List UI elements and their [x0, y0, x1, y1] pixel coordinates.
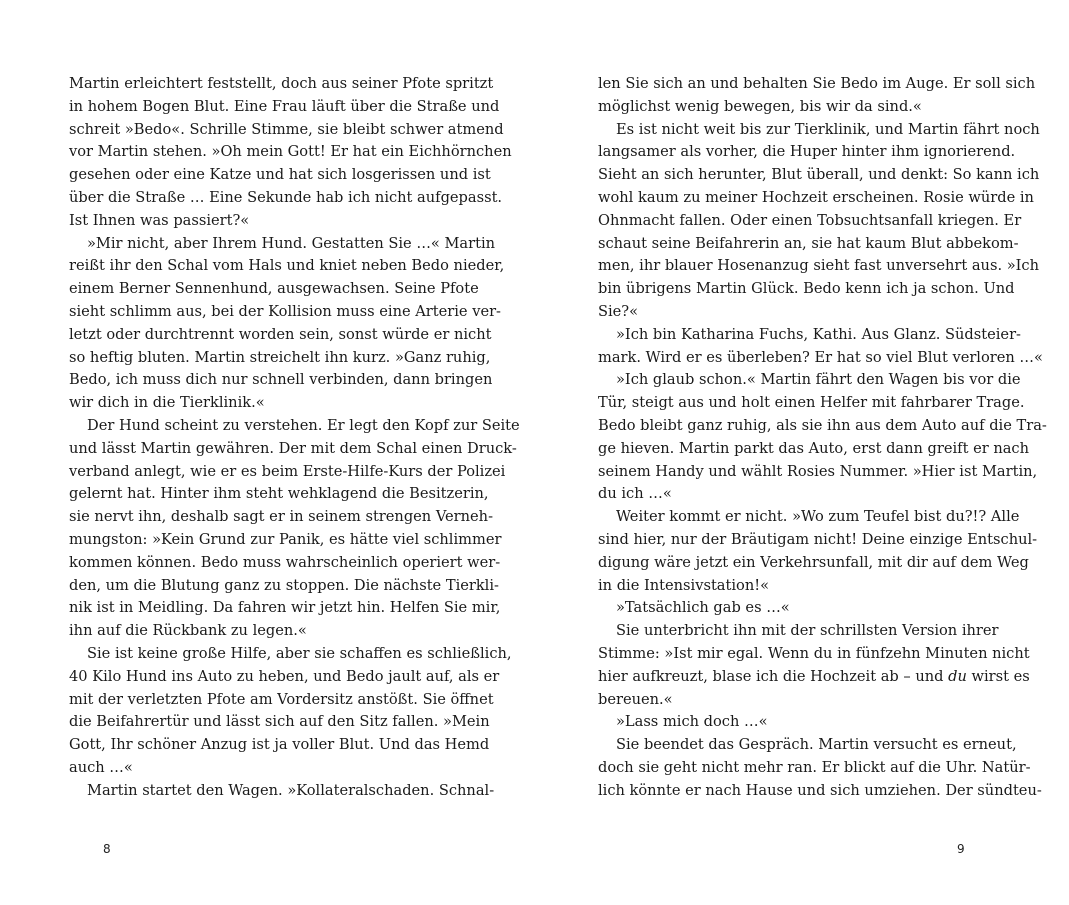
text-line: bereuen.« — [598, 690, 673, 708]
text-line: kommen können. Bedo muss wahrscheinlich operiert wer- — [69, 553, 501, 571]
text-line: Tür, steigt aus und holt einen Helfer mit fahrbarer Trage. — [598, 394, 1025, 412]
text-line: men, ihr blauer Hosenanzug sieht fast unversehrt aus. »Ich — [598, 257, 1039, 275]
right-page-text — [598, 73, 1047, 803]
text-line: gelernt hat. Hinter ihm steht wehklagend die Besitzerin, — [69, 485, 489, 503]
text-line: sieht schlimm aus, bei der Kollision muss eine Arterie ver- — [69, 302, 501, 320]
text-line: schreit »Bedo«. Schrille Stimme, sie bleibt schwer atmend — [69, 120, 504, 138]
text-line: reißt ihr den Schal vom Hals und kniet neben Bedo nieder, — [69, 257, 505, 275]
text-line: einem Berner Sennenhund, ausgewachsen. Seine Pfote — [69, 280, 479, 298]
text-line: auch …« — [69, 758, 133, 776]
text-line: Sie?« — [598, 302, 639, 320]
text-line: nik ist in Meidling. Da fahren wir jetzt hin. Helfen Sie mir, — [69, 599, 501, 617]
text-line: Bedo bleibt ganz ruhig, als sie ihn aus dem Auto auf die Tra- — [598, 416, 1047, 434]
text-line: du ich …« — [598, 485, 672, 503]
text-line: mungston: »Kein Grund zur Panik, es hätte viel schlimmer — [69, 530, 502, 548]
text-line: seinem Handy und wählt Rosies Nummer. »Hier ist Martin, — [598, 462, 1038, 480]
text-line: ihn auf die Rückbank zu legen.« — [69, 622, 307, 640]
text-line: gesehen oder eine Katze und hat sich losgerissen und ist — [69, 166, 491, 184]
text-line: Martin erleichtert feststellt, doch aus seiner Pfote spritzt — [69, 75, 494, 92]
text-line-part: hier aufkreuzt, blase ich die Hochzeit ab – und — [598, 667, 944, 685]
text-line: Stimme: »Ist mir egal. Wenn du in fünfzehn Minuten nicht — [598, 644, 1030, 662]
text-line: mit der verletzten Pfote am Vordersitz anstößt. Sie öffnet — [69, 690, 494, 708]
text-line: bin übrigens Martin Glück. Bedo kenn ich ja schon. Und — [598, 280, 1015, 298]
text-line: 40 Kilo Hund ins Auto zu heben, und Bedo jault auf, als er — [69, 667, 500, 685]
text-line: sie nervt ihn, deshalb sagt er in seinem strengen Verneh- — [69, 508, 494, 526]
text-line: lich könnte er nach Hause und sich umziehen. Der sündteu- — [598, 781, 1042, 799]
text-line: Martin startet den Wagen. »Kollateralschaden. Schnal- — [87, 781, 495, 799]
text-line: ge hieven. Martin parkt das Auto, erst dann greift er nach — [598, 439, 1030, 457]
text-line: die Beifahrertür und lässt sich auf den Sitz fallen. »Mein — [69, 713, 490, 731]
text-line: letzt oder durchtrennt worden sein, sonst würde er nicht — [69, 325, 492, 343]
left-page-number: 8 — [103, 842, 111, 856]
text-line: Sie unterbricht ihn mit der schrillsten Version ihrer — [616, 622, 999, 640]
text-line: Der Hund scheint zu verstehen. Er legt den Kopf zur Seite — [87, 416, 520, 434]
text-line: »Lass mich doch …« — [616, 713, 768, 731]
text-line: in die Intensivstation!« — [598, 576, 770, 594]
text-line: und lässt Martin gewähren. Der mit dem Schal einen Druck- — [69, 439, 517, 457]
text-line: möglichst wenig bewegen, bis wir da sind.« — [598, 97, 922, 115]
text-line: »Ich glaub schon.« Martin fährt den Wagen bis vor die — [616, 371, 1021, 389]
text-line: verband anlegt, wie er es beim Erste-Hilfe-Kurs der Polizei — [69, 462, 506, 480]
left-page-text — [69, 73, 520, 803]
text-line: sind hier, nur der Bräutigam nicht! Deine einzige Entschul- — [598, 530, 1038, 548]
text-line: mark. Wird er es überleben? Er hat so viel Blut verloren …« — [598, 348, 1043, 366]
text-line: »Ich bin Katharina Fuchs, Kathi. Aus Glanz. Südsteier- — [616, 325, 1021, 343]
text-line: Sieht an sich herunter, Blut überall, und denkt: So kann ich — [598, 166, 1040, 184]
text-line: in hohem Bogen Blut. Eine Frau läuft über die Straße und — [69, 97, 500, 115]
text-line: den, um die Blutung ganz zu stoppen. Die nächste Tierkli- — [69, 576, 499, 594]
text-line: so heftig bluten. Martin streichelt ihn kurz. »Ganz ruhig, — [69, 348, 491, 366]
emphasis-word: du — [948, 667, 967, 685]
text-line: »Tatsächlich gab es …« — [616, 599, 790, 617]
text-line: Ohnmacht fallen. Oder einen Tobsuchtsanfall kriegen. Er — [598, 211, 1022, 229]
text-line: Es ist nicht weit bis zur Tierklinik, und Martin fährt noch — [616, 120, 1040, 138]
text-line: wir dich in die Tierklinik.« — [69, 394, 265, 412]
text-line-part: wirst es — [966, 667, 1030, 685]
text-line: Sie beendet das Gespräch. Martin versucht es erneut, — [616, 736, 1017, 754]
right-page-number: 9 — [957, 842, 965, 856]
text-line: Sie ist keine große Hilfe, aber sie schaffen es schließlich, — [87, 644, 512, 662]
text-line: vor Martin stehen. »Oh mein Gott! Er hat ein Eichhörnchen — [69, 143, 512, 161]
text-line — [598, 666, 1030, 689]
text-line: doch sie geht nicht mehr ran. Er blickt auf die Uhr. Natür- — [598, 758, 1031, 776]
text-line: Weiter kommt er nicht. »Wo zum Teufel bist du?!? Alle — [616, 508, 1020, 526]
text-line: digung wäre jetzt ein Verkehrsunfall, mit dir auf dem Weg — [598, 553, 1029, 571]
text-line: langsamer als vorher, die Huper hinter ihm ignorierend. — [598, 143, 1016, 161]
text-line: »Mir nicht, aber Ihrem Hund. Gestatten Sie …« Martin — [87, 234, 496, 252]
text-line: über die Straße … Eine Sekunde hab ich nicht aufgepasst. — [69, 188, 503, 206]
text-line: Gott, Ihr schöner Anzug ist ja voller Blut. Und das Hemd — [69, 736, 490, 754]
text-line: schaut seine Beifahrerin an, sie hat kaum Blut abbekom- — [598, 234, 1019, 252]
text-line: len Sie sich an und behalten Sie Bedo im Auge. Er soll sich — [598, 75, 1036, 92]
text-line: Bedo, ich muss dich nur schnell verbinden, dann bringen — [69, 371, 493, 389]
text-line: wohl kaum zu meiner Hochzeit erscheinen. Rosie würde in — [598, 188, 1034, 206]
text-line: Ist Ihnen was passiert?« — [69, 211, 250, 229]
